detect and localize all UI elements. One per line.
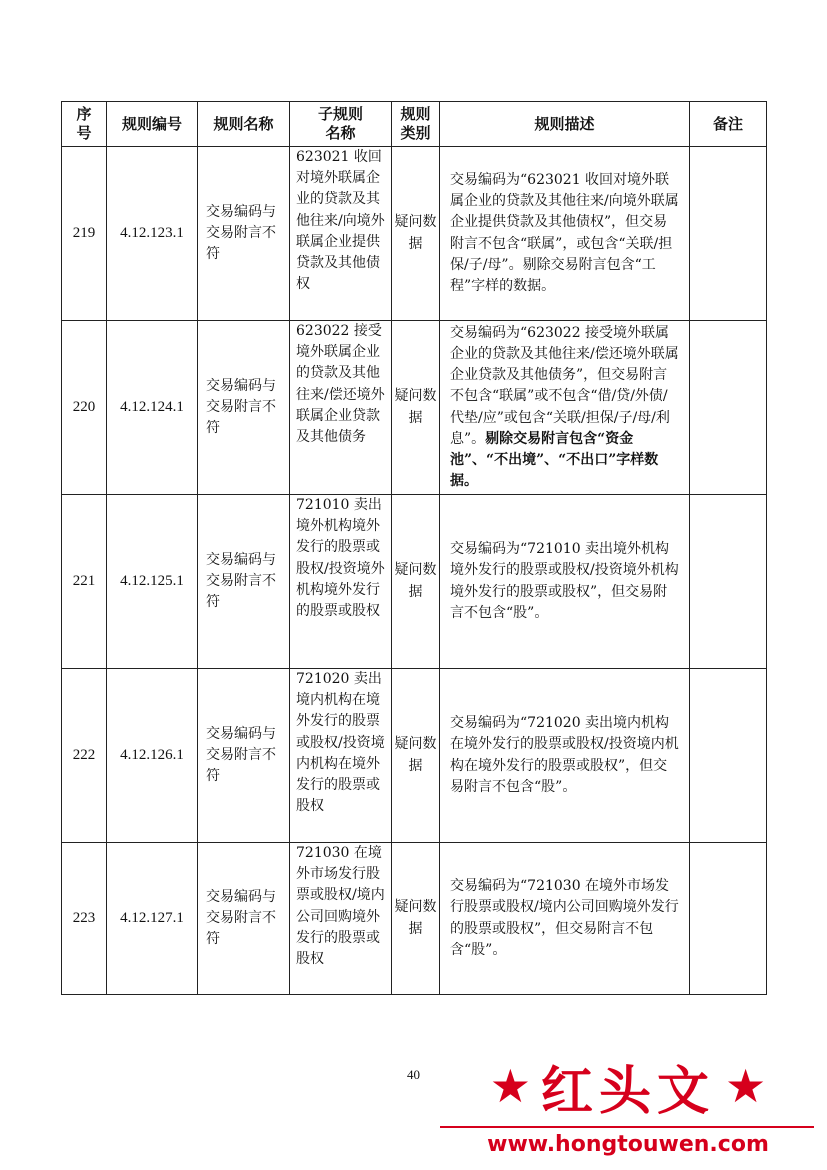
row-sub-name: 721020 卖出境内机构在境外发行的股票或股权/投资境内机构在境外发行的股票或股权 — [290, 669, 392, 843]
row-seq: 222 — [62, 669, 107, 843]
row-code: 4.12.126.1 — [107, 669, 198, 843]
row-desc — [440, 147, 690, 321]
row-name: 交易编码与交易附言不符 — [198, 495, 290, 669]
row-desc — [440, 321, 690, 495]
table-row — [62, 843, 767, 995]
table-row — [62, 321, 767, 495]
header-seq-label: 序 号 — [76, 105, 92, 142]
row-code: 4.12.124.1 — [107, 321, 198, 495]
row-name: 交易编码与交易附言不符 — [198, 147, 290, 321]
row-desc-text: 交易编码为“623022 接受境外联属企业的贷款及其他往来/偿还境外联属企业贷款及其他债务”，但交易附言不包含“联属”或不包含“借/贷/外债/代垫/应”或包含“关联/担保/子/母/利息”。 — [450, 324, 679, 447]
header-name — [198, 102, 290, 147]
row-name: 交易编码与交易附言不符 — [198, 669, 290, 843]
header-sub — [290, 102, 392, 147]
rules-table — [61, 101, 767, 995]
star-icon: ★ — [489, 1059, 531, 1113]
row-desc — [440, 669, 690, 843]
watermark — [438, 1052, 818, 1162]
header-sub-label: 子规则 名称 — [317, 105, 363, 142]
watermark-title — [438, 1052, 818, 1120]
header-desc-label: 规则描述 — [534, 114, 595, 133]
header-seq — [62, 102, 107, 147]
row-name: 交易编码与交易附言不符 — [198, 321, 290, 495]
row-code: 4.12.125.1 — [107, 495, 198, 669]
header-row — [62, 102, 767, 147]
watermark-url: www.hongtouwen.com — [487, 1132, 769, 1157]
row-desc-text: 交易编码为“721020 卖出境内机构在境外发行的股票或股权/投资境内机构在境外发行的股票或股权”，但交易附言不包含“股”。 — [450, 715, 679, 795]
row-type: 疑问数据 — [392, 321, 440, 495]
row-type: 疑问数据 — [392, 495, 440, 669]
row-type: 疑问数据 — [392, 843, 440, 995]
row-desc-text: 交易编码为“623021 收回对境外联属企业的贷款及其他往来/向境外联属企业提供贷款及其他债权”，但交易附言不包含“联属”，或包含“关联/担保/子/母”。剔除交易附言包含“工程”字样的数据。 — [450, 171, 679, 294]
header-code — [107, 102, 198, 147]
table-row — [62, 669, 767, 843]
row-desc — [440, 843, 690, 995]
row-name: 交易编码与交易附言不符 — [198, 843, 290, 995]
table-row — [62, 147, 767, 321]
star-icon: ★ — [725, 1059, 767, 1113]
header-desc — [440, 102, 690, 147]
row-desc-text: 交易编码为“721030 在境外市场发行股票或股权/境内公司回购境外发行的股票或股权”，但交易附言不包含“股”。 — [450, 878, 679, 958]
row-code: 4.12.127.1 — [107, 843, 198, 995]
row-seq: 219 — [62, 147, 107, 321]
watermark-text: 红头文 — [540, 1060, 715, 1122]
row-desc-strong: 剔除交易附言包含“资金池”、“不出境”、“不出口”字样数据。 — [450, 430, 659, 490]
page-number: 40 — [407, 1067, 420, 1082]
row-seq: 221 — [62, 495, 107, 669]
header-type — [392, 102, 440, 147]
row-sub-name: 721030 在境外市场发行股票或股权/境内公司回购境外发行的股票或股权 — [290, 843, 392, 995]
row-seq: 223 — [62, 843, 107, 995]
table-row — [62, 495, 767, 669]
row-code: 4.12.123.1 — [107, 147, 198, 321]
row-note — [690, 495, 767, 669]
row-sub-name: 623022 接受境外联属企业的贷款及其他往来/偿还境外联属企业贷款及其他债务 — [290, 321, 392, 495]
row-desc — [440, 495, 690, 669]
row-type: 疑问数据 — [392, 669, 440, 843]
row-sub-name: 721010 卖出境外机构境外发行的股票或股权/投资境外机构境外发行的股票或股权 — [290, 495, 392, 669]
row-sub-name: 623021 收回对境外联属企业的贷款及其他往来/向境外联属企业提供贷款及其他债权 — [290, 147, 392, 321]
row-seq: 220 — [62, 321, 107, 495]
header-name-label: 规则名称 — [213, 114, 274, 133]
row-type: 疑问数据 — [392, 147, 440, 321]
header-code-label: 规则编号 — [121, 114, 182, 133]
header-note-label: 备注 — [712, 114, 743, 133]
header-type-label: 规则 类别 — [400, 105, 431, 142]
row-note — [690, 843, 767, 995]
row-note — [690, 669, 767, 843]
row-desc-text: 交易编码为“721010 卖出境外机构境外发行的股票或股权/投资境外机构境外发行的股票或股权”，但交易附言不包含“股”。 — [450, 541, 679, 621]
row-note — [690, 321, 767, 495]
watermark-divider — [440, 1126, 814, 1128]
row-note — [690, 147, 767, 321]
header-note — [690, 102, 767, 147]
